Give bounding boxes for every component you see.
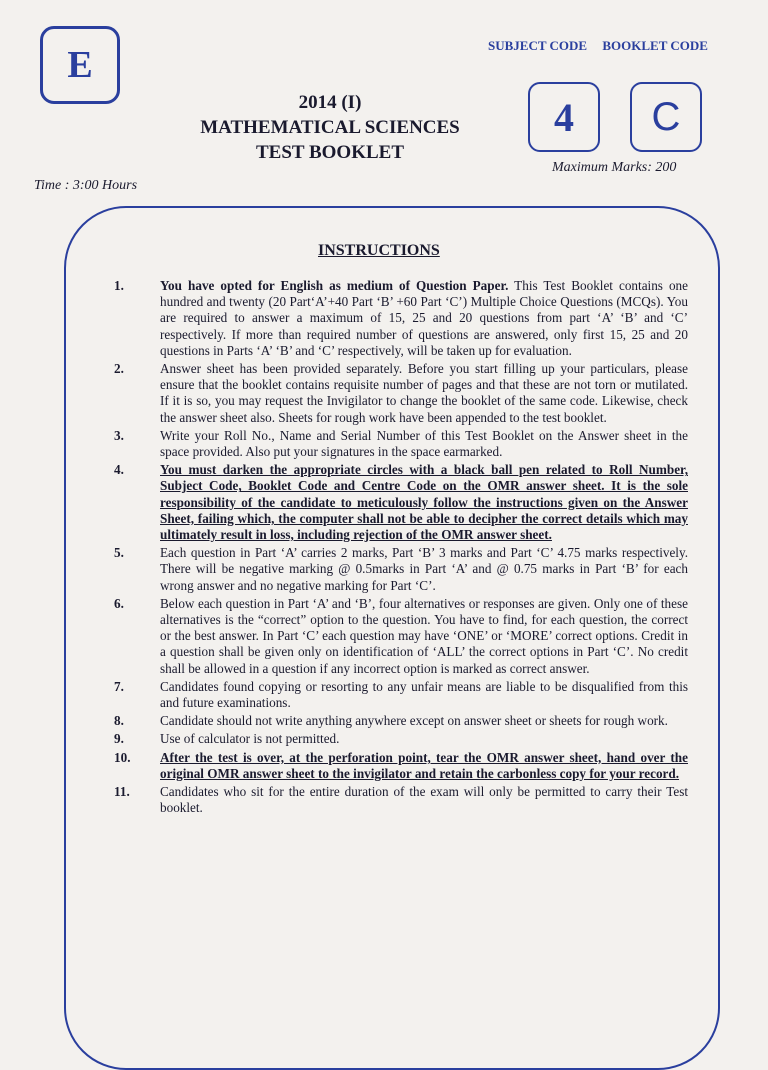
set-letter: E [67, 44, 93, 86]
code-headers [488, 38, 720, 54]
exam-time: Time : 3:00 Hours [34, 178, 138, 193]
instruction-text: After the test is over, at the perforation point, tear the OMR answer sheet, hand over the original OMR answer sheet to the invigilator and retain the carbonless copy for your record. [160, 749, 688, 781]
set-letter-box [40, 26, 120, 104]
instruction-number: 6. [114, 595, 124, 611]
booklet-code-box [630, 82, 702, 152]
instruction-item [108, 731, 688, 747]
instruction-item [108, 428, 688, 460]
instruction-number: 7. [114, 678, 124, 694]
instruction-item [108, 750, 688, 782]
instruction-number: 5. [114, 545, 124, 561]
instruction-text: Candidate should not write anything anywhere except on answer sheet or sheets for rough work. [160, 713, 668, 729]
instruction-number: 3. [114, 427, 124, 443]
instruction-text: You must darken the appropriate circles with a black ball pen related to Roll Number, Subject Code, Booklet Code and Centre Code on the OMR answer sheet. It is the sole responsibility of the candidate to meticulously follow the instructions given on the Answer Sheet, failing which, the computer shall not be able to decipher the correct details which may ultimately result in loss, including rejection of the OMR answer sheet. [160, 462, 688, 543]
instruction-lead: You have opted for English as medium of Question Paper. [160, 278, 509, 293]
instruction-item [108, 545, 688, 594]
instruction-item [108, 679, 688, 711]
instructions-list [108, 278, 688, 819]
instruction-item [108, 713, 688, 729]
instruction-item [108, 784, 688, 816]
instructions-title: INSTRUCTIONS [318, 242, 440, 259]
instruction-text: Candidates who sit for the entire duration of the exam will only be permitted to carry their Test booklet. [160, 784, 688, 816]
subject-code-label: SUBJECT CODE [488, 38, 588, 53]
instruction-text: Write your Roll No., Name and Serial Number of this Test Booklet on the Answer sheet in the space provided. Also put your signatures in the space earmarked. [160, 427, 688, 460]
instruction-number: 9. [114, 731, 124, 747]
instruction-body: This Test Booklet contains one hundred and twenty (20 Part‘A’+40 Part ‘B’ +60 Part ‘C’) Multiple Choice Questions (MCQs). You are required to answer a maximum of 15, 25 and 20 questions from part ‘A’ ‘B’ and ‘C’ respectively. If more than required number of questions are answered, only first 15, 25 and 20 questions in Parts ‘A’ ‘B’ and ‘C’ respectively, will be taken up for evaluation. [160, 278, 688, 358]
instruction-text: Use of calculator is not permitted. [160, 731, 340, 747]
instruction-number: 11. [114, 784, 130, 800]
instruction-text: Candidates found copying or resorting to any unfair means are liable to be disqualified from this and future examinations. [160, 678, 688, 711]
instruction-number: 10. [114, 749, 131, 765]
doc-line: TEST BOOKLET [255, 142, 405, 163]
instruction-item [108, 596, 688, 677]
subject-code-box [528, 82, 600, 152]
title-block [170, 90, 490, 165]
max-marks: Maximum Marks: 200 [552, 160, 677, 175]
instruction-number: 8. [114, 713, 124, 729]
instruction-item [108, 361, 688, 426]
instruction-text: Answer sheet has been provided separately. Before you start filling up your particulars, please ensure that the booklet contains requisite number of pages and that these are not torn or mutilated. If it is so, you may request the Invigilator to change the booklet of the same code. Likewise, check the answer sheet also. Sheets for rough work have been appended to the test booklet. [160, 361, 688, 425]
instruction-number: 1. [114, 278, 124, 293]
booklet-code: C [651, 94, 681, 139]
booklet-code-label: BOOKLET CODE [602, 38, 708, 53]
subject-line: MATHEMATICAL SCIENCES [200, 117, 460, 138]
instruction-number: 4. [114, 462, 124, 478]
instruction-text [160, 278, 688, 359]
instruction-text: Each question in Part ‘A’ carries 2 marks, Part ‘B’ 3 marks and Part ‘C’ 4.75 marks respectively. There will be negative marking @ 0.5marks in Part ‘A’ and @ 0.75 marks in Part ‘B’ for each wrong answer and no negative marking for Part ‘C’. [160, 545, 688, 593]
subject-code: 4 [554, 94, 574, 140]
instruction-text: Below each question in Part ‘A’ and ‘B’, four alternatives or responses are given. Only one of these alternatives is the “correct” option to the question. You have to find, for each question, the correct or the best answer. In Part ‘C’ each question may have ‘ONE’ or ‘MORE’ correct options. Credit in a question shall be given only on identification of ‘ALL’ the correct options in Part ‘C’. No credit shall be allowed in a question if any incorrect option is marked as correct answer. [160, 595, 688, 676]
instruction-item [108, 462, 688, 543]
instruction-number: 2. [114, 361, 124, 377]
exam-line: 2014 (I) [298, 92, 362, 113]
instruction-item [108, 278, 688, 359]
